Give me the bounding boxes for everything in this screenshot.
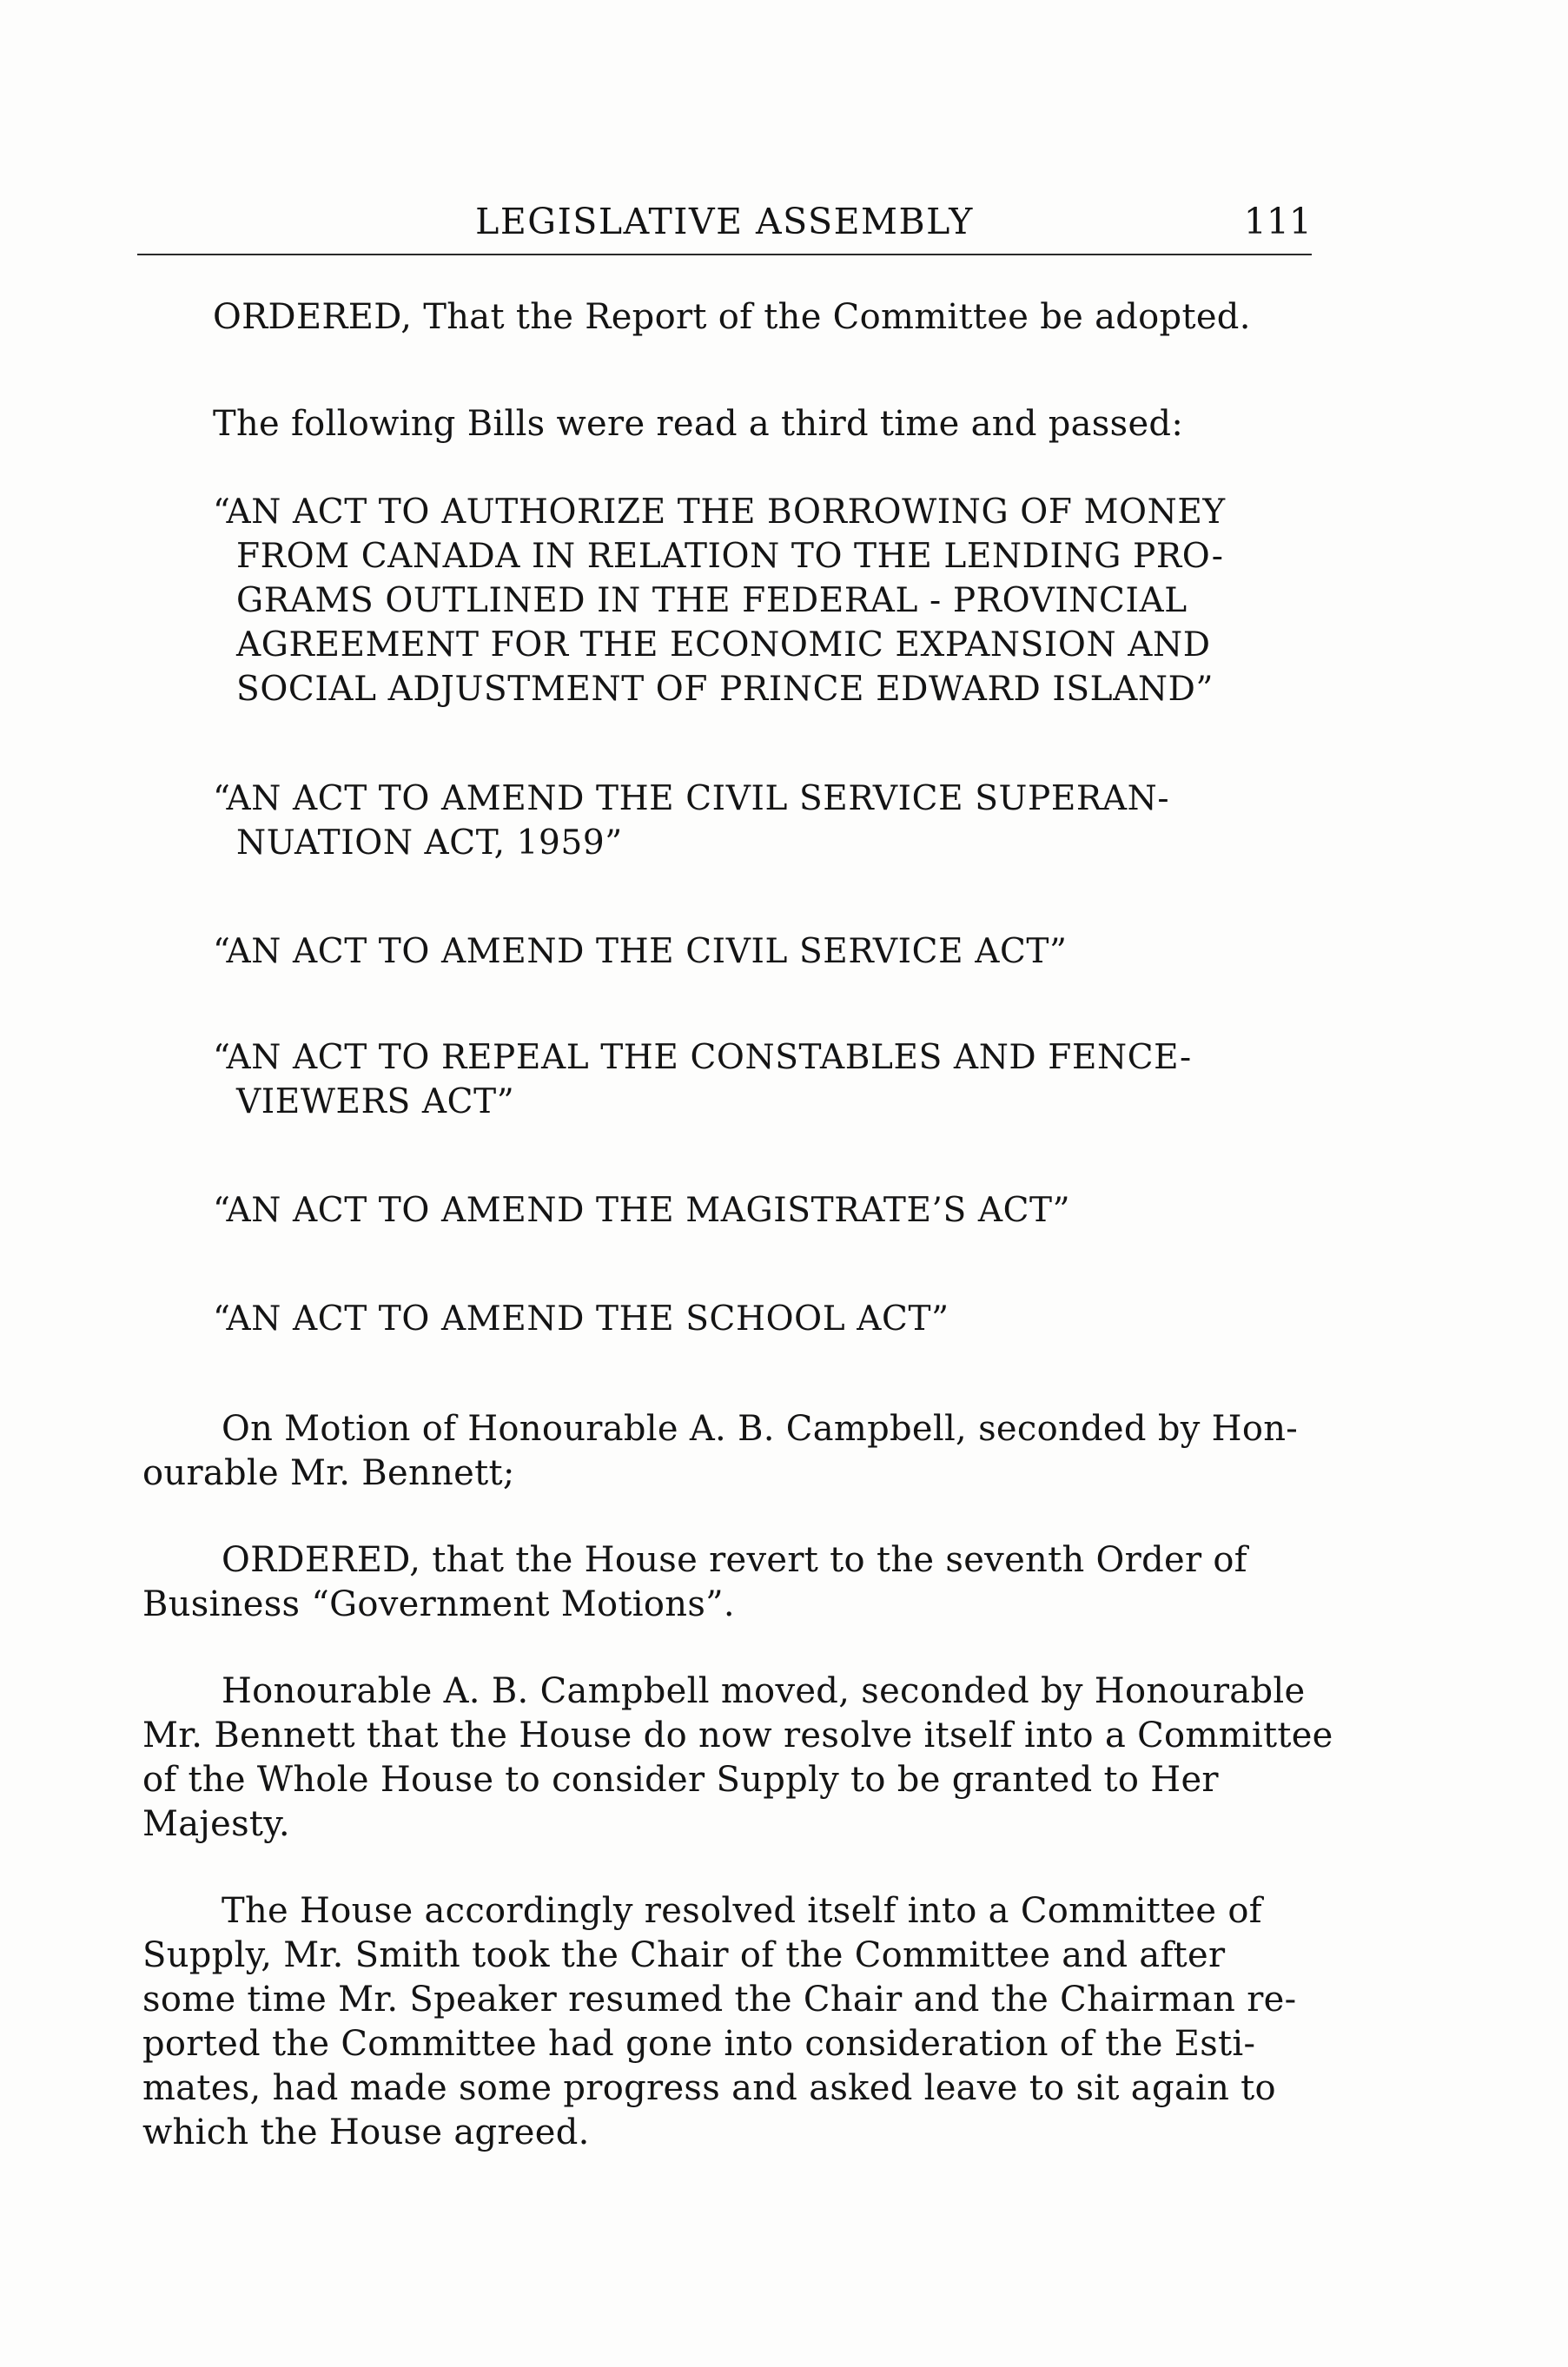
paragraph-line: mates, had made some progress and asked leave to sit again to: [142, 2068, 1276, 2108]
bill-title-line: “AN ACT TO REPEAL THE CONSTABLES AND FENCE-: [213, 1038, 1192, 1077]
bill-title-line: “AN ACT TO AMEND THE CIVIL SERVICE SUPERAN-: [213, 779, 1170, 818]
paragraph-line: ported the Committee had gone into consideration of the Esti-: [142, 2024, 1256, 2064]
bill-title-line: “AN ACT TO AMEND THE CIVIL SERVICE ACT”: [213, 932, 1068, 971]
order-adopted-paragraph: ORDERED, That the Report of the Committee be adopted.: [213, 297, 1251, 337]
paragraph-line: On Motion of Honourable A. B. Campbell, seconded by Hon-: [222, 1409, 1299, 1449]
bill-title-line: “AN ACT TO AMEND THE MAGISTRATE’S ACT”: [213, 1191, 1071, 1230]
bill-title-line: GRAMS OUTLINED IN THE FEDERAL - PROVINCIAL: [236, 581, 1188, 620]
paragraph-line: Honourable A. B. Campbell moved, seconded by Honourable: [222, 1671, 1306, 1711]
bills-intro-paragraph: The following Bills were read a third time and passed:: [213, 404, 1184, 444]
paragraph-line: of the Whole House to consider Supply to be granted to Her: [142, 1760, 1219, 1800]
bill-title-line: NUATION ACT, 1959”: [236, 823, 623, 863]
paragraph-line: ourable Mr. Bennett;: [142, 1453, 515, 1493]
paragraph-line: Mr. Bennett that the House do now resolve itself into a Committee: [142, 1716, 1333, 1755]
running-head: [137, 198, 1312, 245]
bill-title-line: “AN ACT TO AUTHORIZE THE BORROWING OF MONEY: [213, 493, 1226, 532]
page-number: 111: [1243, 201, 1312, 242]
running-title: LEGISLATIVE ASSEMBLY: [475, 201, 974, 242]
bill-title-line: “AN ACT TO AMEND THE SCHOOL ACT”: [213, 1299, 949, 1339]
paragraph-line: ORDERED, that the House revert to the seventh Order of: [222, 1540, 1247, 1580]
bill-title-line: FROM CANADA IN RELATION TO THE LENDING PRO-: [236, 537, 1224, 576]
paragraph-line: Majesty.: [142, 1804, 290, 1844]
paragraph-line: Supply, Mr. Smith took the Chair of the Committee and after: [142, 1935, 1226, 1975]
bill-title-line: SOCIAL ADJUSTMENT OF PRINCE EDWARD ISLAND”: [236, 670, 1214, 709]
header-rule: [137, 254, 1312, 255]
bill-title-line: AGREEMENT FOR THE ECONOMIC EXPANSION AND: [236, 625, 1211, 664]
paragraph-line: The House accordingly resolved itself into a Committee of: [222, 1891, 1262, 1931]
paragraph-line: Business “Government Motions”.: [142, 1584, 735, 1624]
paragraph-line: some time Mr. Speaker resumed the Chair and the Chairman re-: [142, 1980, 1297, 2020]
bill-title-line: VIEWERS ACT”: [236, 1082, 515, 1121]
paragraph-line: which the House agreed.: [142, 2112, 590, 2152]
